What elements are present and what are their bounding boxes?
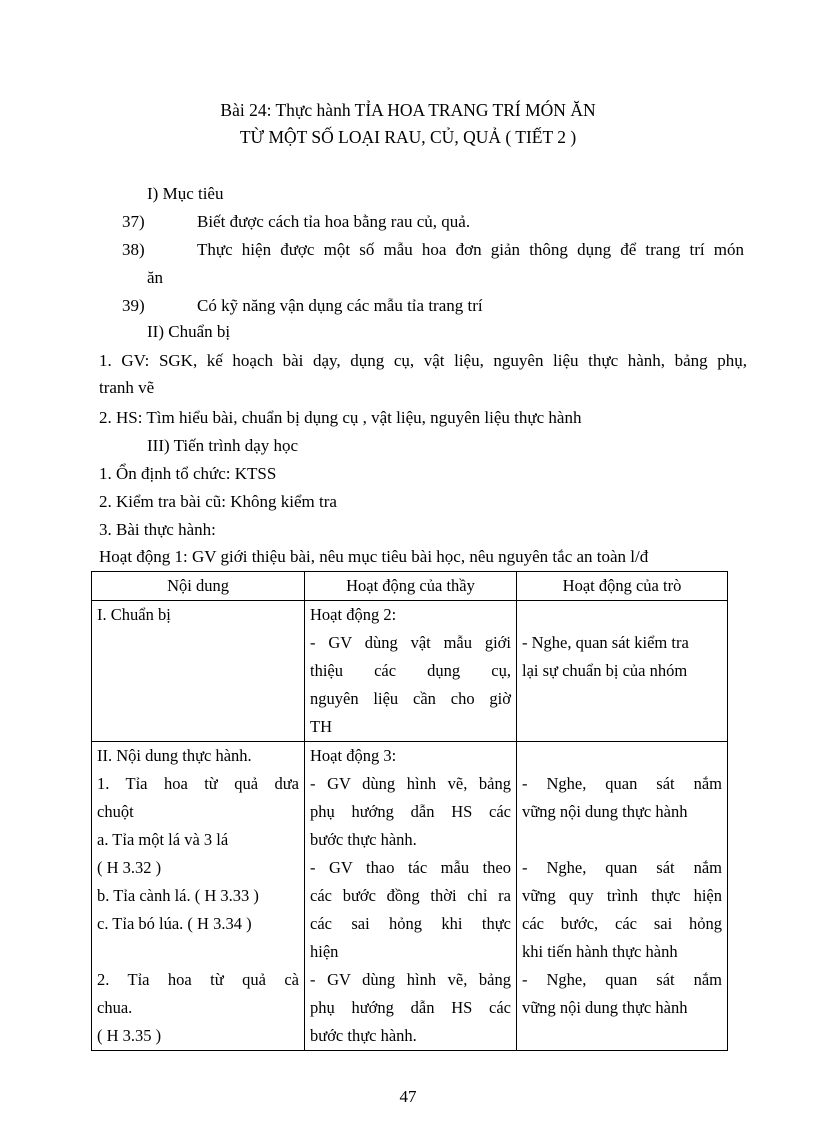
header-student-activity: Hoạt động của trò [517,572,728,601]
objective-number: 39) [122,296,145,315]
cell-line: các bước đồng thời chỉ ra [310,886,511,905]
cell-line: phụ hướng dẫn HS các [310,998,511,1017]
page-number: 47 [399,1087,417,1106]
preparation-hs: 2. HS: Tìm hiểu bài, chuẩn bị dụng cụ , vật liệu, nguyên liệu thực hành [99,408,582,427]
cell-line: vững nội dung thực hành [522,802,688,821]
header-content: Nội dung [92,572,305,601]
cell-line: b. Tỉa cành lá. ( H 3.33 ) [97,886,259,905]
process-step3: 3. Bài thực hành: [99,520,216,539]
cell-line [522,826,722,854]
cell-line: 2. Tỉa hoa từ quả cà [97,970,299,989]
activity1-line: Hoạt động 1: GV giới thiệu bài, nêu mục tiêu bài học, nêu nguyên tắc an toàn l/đ [99,547,649,566]
row1-student-cell [517,601,728,742]
objective-text: Biết được cách tỉa hoa bằng rau củ, quả. [197,212,471,231]
cell-line: khi tiến hành thực hành [522,942,678,961]
cell-line: chuột [97,802,134,821]
cell-line: ( H 3.32 ) [97,858,162,877]
preparation-gv-line1: 1. GV: SGK, kế hoạch bài dạy, dụng cụ, vật liệu, nguyên liệu thực hành, bảng phụ, [99,351,747,370]
objectives-heading: I) Mục tiêu [147,184,224,203]
lesson-plan-table [91,571,728,1051]
header-teacher-activity: Hoạt động của thầy [305,572,517,601]
cell-line: chua. [97,998,133,1017]
row2-content-cell [92,742,305,1051]
cell-line: TH [310,717,332,736]
process-heading: III) Tiến trình dạy học [147,436,299,455]
table-row [92,601,728,742]
objective-text-continued: ăn [147,268,164,287]
cell-line: nguyên liệu cần cho giờ [310,689,511,708]
cell-line: các sai hỏng khi thực [310,914,511,933]
objective-number: 38) [122,240,145,259]
cell-line: - GV dùng vật mẫu giới [310,633,511,652]
lesson-title-line1: Bài 24: Thực hành TỈA HOA TRANG TRÍ MÓN ĂN [220,100,596,120]
cell-line: các bước, các sai hỏng [522,914,722,933]
cell-line: 1. Tỉa hoa từ quả dưa [97,774,299,793]
cell-line: - Nghe, quan sát kiểm tra [522,633,689,652]
cell-line: - GV thao tác mẫu theo [310,858,511,877]
row2-student-cell [517,742,728,1051]
cell-line: thiệu các dụng cụ, [310,661,511,680]
cell-line: vững quy trình thực hiện [522,886,722,905]
cell-line: lại sự chuẩn bị của nhóm [522,661,688,680]
lesson-title-line2: TỪ MỘT SỐ LOẠI RAU, CỦ, QUẢ ( TIẾT 2 ) [239,127,577,147]
cell-line [522,742,722,770]
cell-line: bước thực hành. [310,1026,417,1045]
row1-teacher-cell [305,601,517,742]
process-step2: 2. Kiểm tra bài cũ: Không kiểm tra [99,492,337,511]
cell-line: hiện [310,942,339,961]
cell-line: ( H 3.35 ) [97,1026,162,1045]
objective-text: Có kỹ năng vận dụng các mẫu tỉa trang trí [197,296,483,315]
cell-line: Hoạt động 3: [310,746,397,765]
cell-line: II. Nội dung thực hành. [97,746,252,765]
cell-line: I. Chuẩn bị [97,605,171,624]
row1-content-cell [92,601,305,742]
cell-line [97,938,299,966]
cell-line: c. Tỉa bó lúa. ( H 3.34 ) [97,914,252,933]
cell-line: Hoạt động 2: [310,605,397,624]
cell-line: phụ hướng dẫn HS các [310,802,511,821]
cell-line [522,601,722,629]
cell-line: - GV dùng hình vẽ, bảng [310,970,511,989]
cell-line: - GV dùng hình vẽ, bảng [310,774,511,793]
cell-line: bước thực hành. [310,830,417,849]
preparation-gv-line2: tranh vẽ [99,378,155,397]
cell-line: - Nghe, quan sát nắm [522,970,722,989]
table-header-row [92,572,728,601]
objective-text: Thực hiện được một số mẫu hoa đơn giản thông dụng để trang trí món [197,240,744,259]
cell-line: a. Tỉa một lá và 3 lá [97,830,229,849]
objective-number: 37) [122,212,145,231]
process-step1: 1. Ổn định tổ chức: KTSS [99,464,277,483]
row2-teacher-cell [305,742,517,1051]
table-row [92,742,728,1051]
preparation-heading: II) Chuẩn bị [147,322,231,341]
cell-line: vững nội dung thực hành [522,998,688,1017]
cell-line: - Nghe, quan sát nắm [522,858,722,877]
cell-line [522,1022,722,1050]
cell-line: - Nghe, quan sát nắm [522,774,722,793]
